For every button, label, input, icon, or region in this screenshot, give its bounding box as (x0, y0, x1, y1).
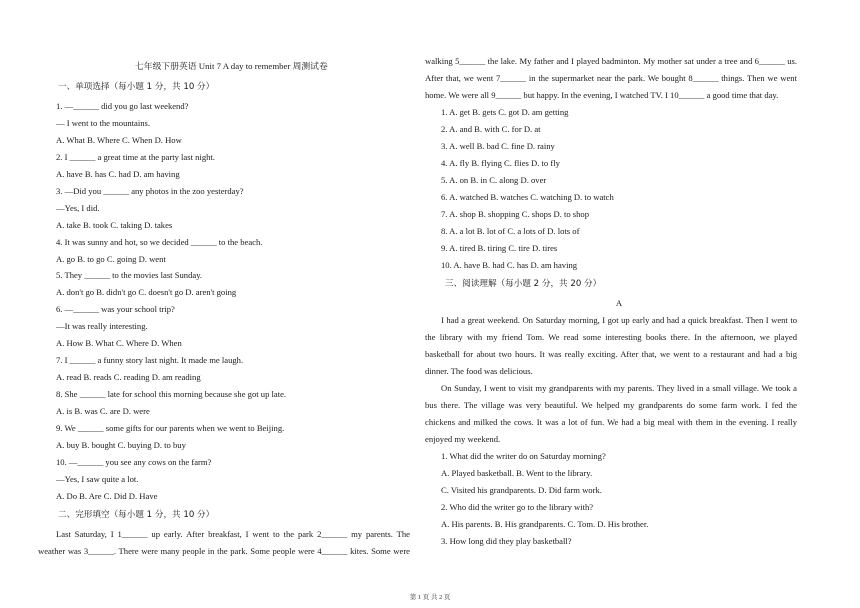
question-line: A. is B. was C. are D. were (56, 406, 150, 416)
cloze-passage-line: weather was 3______. There were many people in the park. Some people were 4______ kites. Some were (38, 546, 410, 556)
paragraph-line: chickens and milked the cows. It was a lot of fun. We had a big meal with them in the evening. I really (425, 417, 797, 427)
question-line: A. Played basketball. B. Went to the library. (441, 468, 593, 478)
paragraph-line: basketball for about two hours. It was really exciting. After that, we went to a restaurant and had a big (425, 349, 797, 359)
cloze-option-line: 1. A. get B. gets C. got D. am getting (441, 107, 569, 117)
question-line: 9. We ______ some gifts for our parents when we went to Beijing. (56, 423, 285, 433)
page-title: 七年级下册英语 Unit 7 A day to remember 周测试卷 (135, 61, 328, 71)
question-line: A. go B. to go C. going D. went (56, 254, 166, 264)
question-line: 6. —______ was your school trip? (56, 304, 175, 314)
question-line: —Yes, I saw quite a lot. (56, 474, 139, 484)
question-line: A. What B. Where C. When D. How (56, 135, 182, 145)
cloze-option-line: 6. A. watched B. watches C. watching D. to watch (441, 192, 614, 202)
section1-heading: 一、单项选择（每小题 1 分，共 10 分） (58, 82, 215, 92)
cloze-option-line: 10. A. have B. had C. has D. am having (441, 260, 578, 270)
cloze-passage-line: After that, we went 7______ in the supermarket near the park. We bought 8______ things. Then we went (425, 73, 797, 83)
question-line: A. How B. What C. Where D. When (56, 338, 182, 348)
question-line: 10. —______ you see any cows on the farm? (56, 457, 212, 467)
question-line: 1. —______ did you go last weekend? (56, 101, 189, 111)
paragraph-line: I had a great weekend. On Saturday morning, I got up early and had a quick breakfast. Then I went to (441, 315, 797, 325)
paragraph-line: the library with my friend Tom. We read some interesting books there. In the afternoon, we played (425, 332, 797, 342)
paragraph-line: On Sunday, I went to visit my grandparents with my parents. They lived in a small village. We took a (441, 383, 797, 393)
cloze-option-line: 9. A. tired B. tiring C. tire D. tires (441, 243, 558, 253)
question-line: 5. They ______ to the movies last Sunday. (56, 270, 203, 280)
question-line: 1. What did the writer do on Saturday morning? (441, 451, 606, 461)
paragraph-line: enjoyed my weekend. (425, 434, 501, 444)
passage-label: A (615, 298, 623, 308)
cloze-passage-line: walking 5______ the lake. My father and I played badminton. My mother sat under a tree and 6______ us. (425, 56, 797, 66)
question-line: —Yes, I did. (56, 203, 100, 213)
question-line: 2. I ______ a great time at the party last night. (56, 152, 215, 162)
cloze-option-line: 3. A. well B. bad C. fine D. rainy (441, 141, 555, 151)
question-line: 4. It was sunny and hot, so we decided ______ to the beach. (56, 237, 263, 247)
question-line: 3. How long did they play basketball? (441, 536, 572, 546)
question-line: A. don't go B. didn't go C. doesn't go D. aren't going (56, 287, 237, 297)
paragraph-line: dinner. The food was delicious. (425, 366, 533, 376)
question-line: A. His parents. B. His grandparents. C. Tom. D. His brother. (441, 519, 649, 529)
section3-heading: 三、阅读理解（每小题 2 分，共 20 分） (445, 279, 602, 289)
question-line: 3. —Did you ______ any photos in the zoo yesterday? (56, 186, 244, 196)
cloze-option-line: 5. A. on B. in C. along D. over (441, 175, 547, 185)
question-line: — I went to the mountains. (56, 118, 151, 128)
section2-heading: 二、完形填空（每小题 1 分，共 10 分） (58, 510, 215, 520)
cloze-passage-line: Last Saturday, I 1______ up early. After breakfast, I went to the park 2______ my parents. The (56, 529, 410, 539)
question-line: 7. I ______ a funny story last night. It made me laugh. (56, 355, 244, 365)
question-line: C. Visited his grandparents. D. Did farm work. (441, 485, 602, 495)
cloze-passage-line: home. We were all 9______ but happy. In the evening, I watched TV. I 10______ a good time that day. (425, 90, 779, 100)
question-line: A. read B. reads C. reading D. am reading (56, 372, 201, 382)
cloze-option-line: 4. A. fly B. flying C. flies D. to fly (441, 158, 560, 168)
cloze-option-line: 8. A. a lot B. lot of C. a lots of D. lots of (441, 226, 580, 236)
question-line: A. have B. has C. had D. am having (56, 169, 180, 179)
question-line: A. Do B. Are C. Did D. Have (56, 491, 158, 501)
question-line: A. buy B. bought C. buying D. to buy (56, 440, 186, 450)
cloze-option-line: 2. A. and B. with C. for D. at (441, 124, 541, 134)
page-footer: 第 1 页 共 2 页 (409, 594, 451, 601)
question-line: —It was really interesting. (56, 321, 148, 331)
question-line: 8. She ______ late for school this morning because she got up late. (56, 389, 287, 399)
cloze-option-line: 7. A. shop B. shopping C. shops D. to shop (441, 209, 590, 219)
paragraph-line: bus there. The village was very beautiful. We helped my grandparents do some farm work. I fed the (425, 400, 797, 410)
question-line: 2. Who did the writer go to the library with? (441, 502, 594, 512)
question-line: A. take B. took C. taking D. takes (56, 220, 173, 230)
